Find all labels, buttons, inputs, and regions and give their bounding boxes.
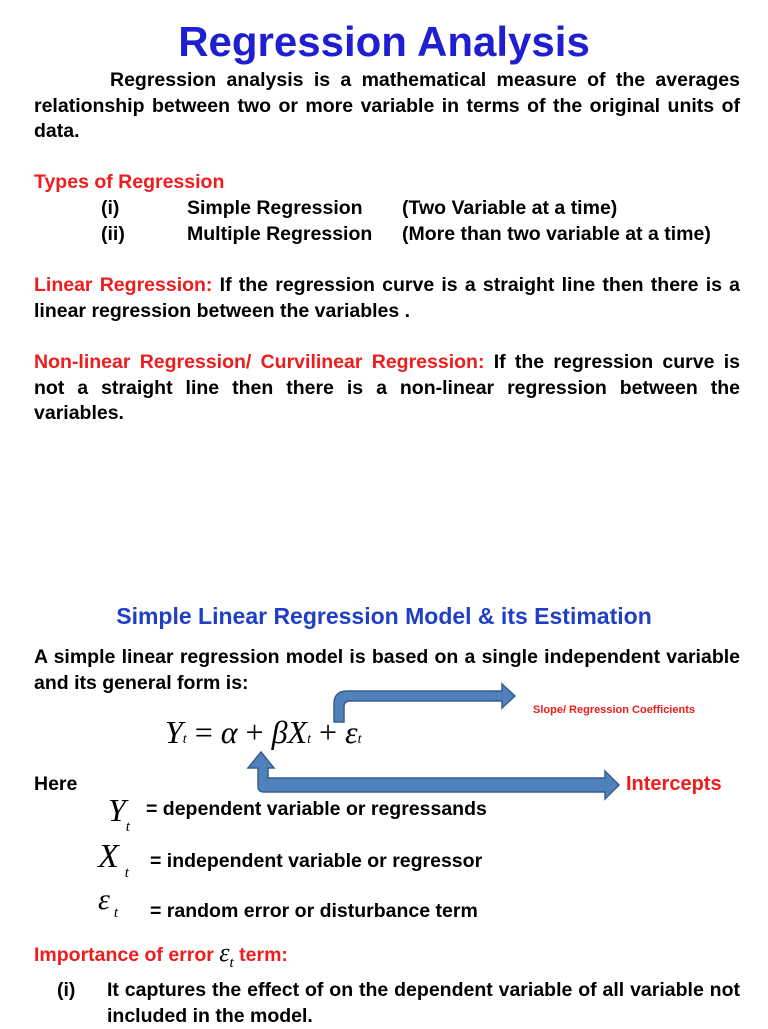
type-name-1: Simple Regression [187,197,363,219]
intercept-label: Intercepts [626,773,722,795]
regression-equation: Yt = α + βXt + εt [165,714,362,750]
importance-text-1: It captures the effect of on the dependent variable of all variable not included in the model. [107,979,740,1027]
def-text-epsilon: = random error or disturbance term [150,900,478,922]
linear-label: Linear Regression: [34,274,213,296]
model-paragraph: A simple linear regression model is based on a single independent variable and its general form is: [34,646,740,694]
slope-label: Slope/ Regression Coefficients [533,704,695,716]
def-text-y: = dependent variable or regressands [146,798,487,820]
importance-heading: Importance of error $\varepsilon_t$ term: [34,938,288,971]
type-num-2: (ii) [101,223,125,245]
def-symbol-x: X $_t$ [98,838,129,881]
intro-paragraph: Regression analysis is a mathematical measure of the averages relationship between two or more variable in terms of the original units of data. [34,69,740,142]
importance-num-1: (i) [57,979,76,1001]
nonlinear-text: If the regression curve is not a straight line then there is a non-linear regression between the variables. [34,351,740,424]
page-title: Regression Analysis [178,18,590,65]
def-text-x: = independent variable or regressor [150,850,483,872]
def-symbol-y: $Y_t$ [108,792,130,835]
nonlinear-label: Non-linear Regression/ Curvilinear Regression: [34,351,485,373]
def-symbol-epsilon: ε $_t$ [98,883,118,921]
types-heading: Types of Regression [34,171,225,193]
model-heading: Simple Linear Regression Model & its Estimation [116,603,652,629]
type-num-1: (i) [101,197,120,219]
here-label: Here [34,773,78,795]
type-desc-2: (More than two variable at a time) [402,223,711,245]
linear-text: If the regression curve is a straight line then there is a linear regression between the variables . [34,274,741,322]
type-name-2: Multiple Regression [187,223,373,245]
type-desc-1: (Two Variable at a time) [402,197,618,219]
